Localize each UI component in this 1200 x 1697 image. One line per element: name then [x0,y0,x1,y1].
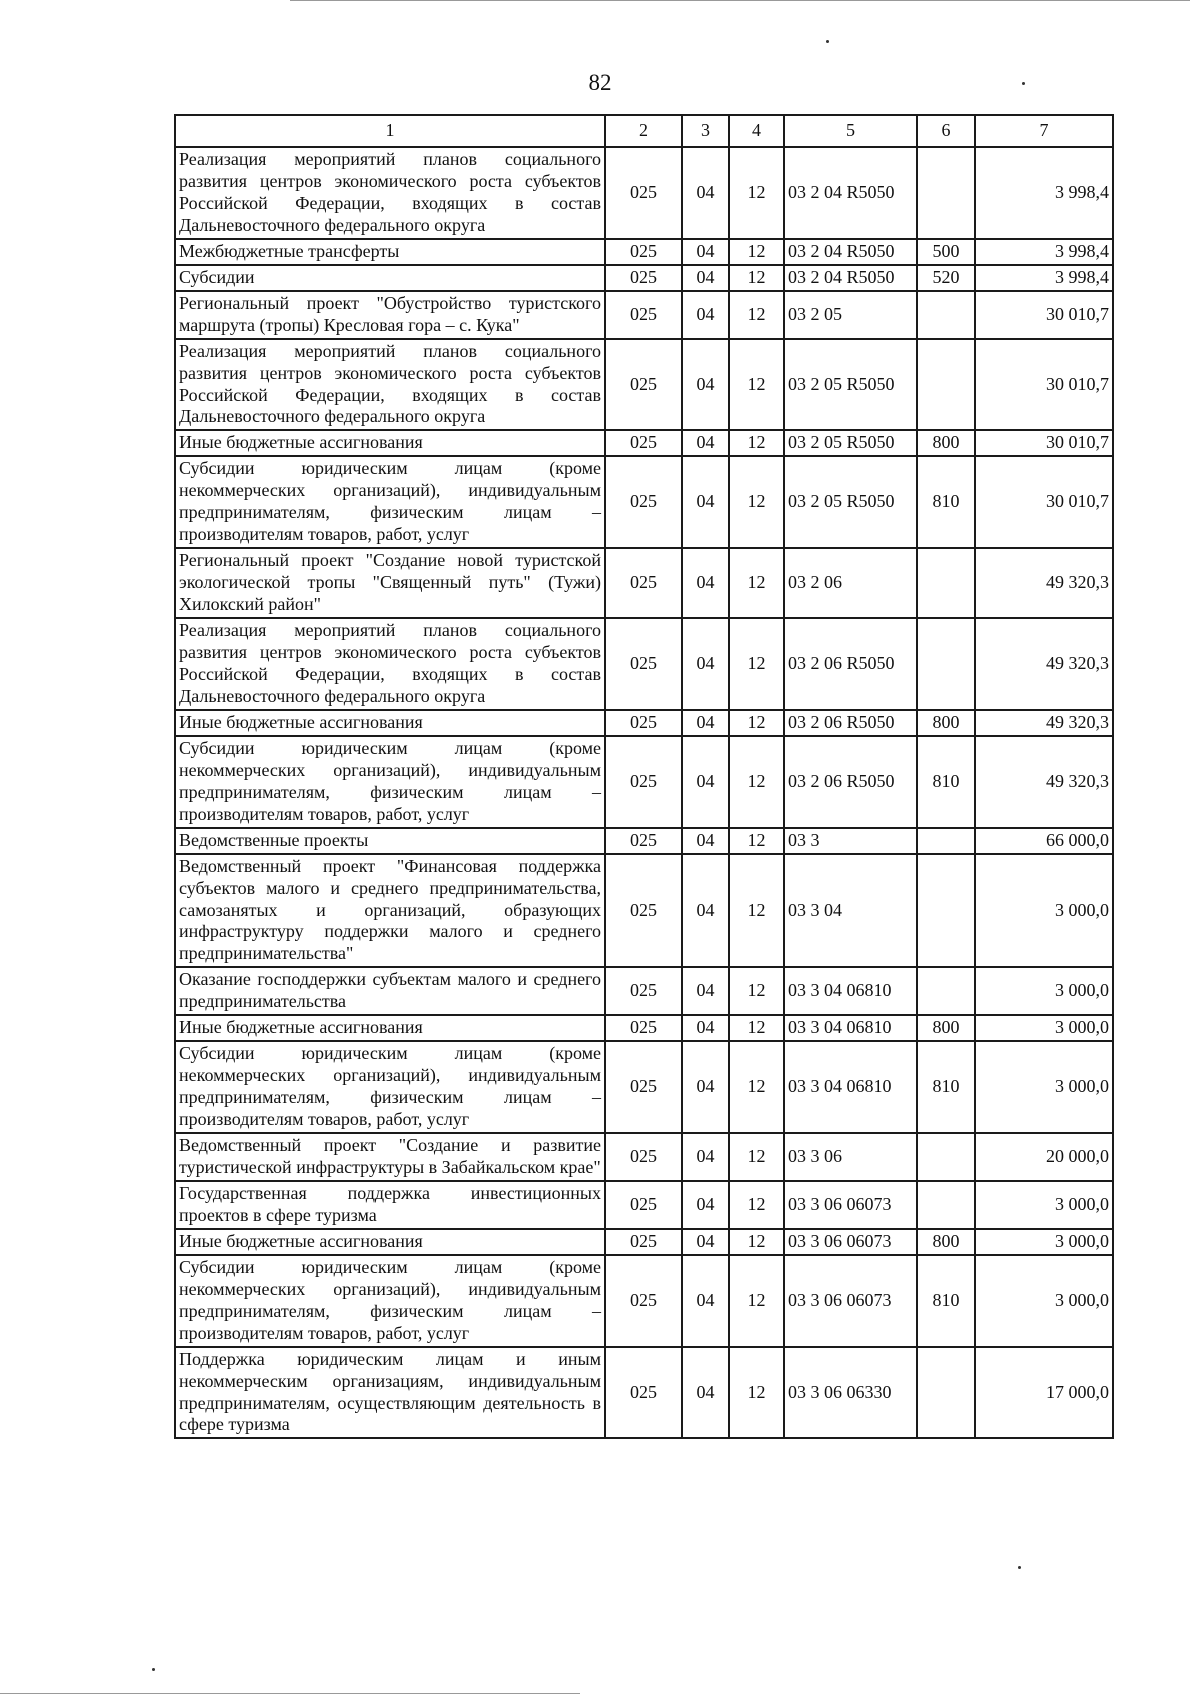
column-header: 6 [917,115,975,147]
target-article-code: 03 3 04 [784,854,917,968]
expense-type-code [917,291,975,339]
item-name: Региональный проект "Создание новой туристской экологической тропы "Священный путь" (Тужи) Хилокский район" [175,548,605,618]
table-row [175,967,1113,1015]
section-code: 04 [682,618,729,710]
item-name: Реализация мероприятий планов социального развития центров экономического роста субъектов Российской Федерации, входящих в состав Дальневосточного федерального округа [175,339,605,431]
scan-edge-bottom [0,1693,580,1695]
subsection-code: 12 [729,291,784,339]
expense-type-code [917,1181,975,1229]
target-article-code: 03 2 05 R5050 [784,339,917,431]
amount: 3 000,0 [975,1181,1113,1229]
item-name: Иные бюджетные ассигнования [175,430,605,456]
item-name: Реализация мероприятий планов социального развития центров экономического роста субъектов Российской Федерации, входящих в состав Дальневосточного федерального округа [175,618,605,710]
subsection-code: 12 [729,1015,784,1041]
amount: 3 000,0 [975,1015,1113,1041]
amount: 3 998,4 [975,239,1113,265]
header-row [175,115,1113,147]
amount: 3 000,0 [975,1255,1113,1347]
ministry-code: 025 [605,854,682,968]
item-name: Субсидии [175,265,605,291]
table-row [175,710,1113,736]
section-code: 04 [682,265,729,291]
table-row [175,1015,1113,1041]
ministry-code: 025 [605,456,682,548]
section-code: 04 [682,1015,729,1041]
subsection-code: 12 [729,339,784,431]
target-article-code: 03 3 04 06810 [784,967,917,1015]
target-article-code: 03 2 04 R5050 [784,265,917,291]
amount: 49 320,3 [975,548,1113,618]
subsection-code: 12 [729,710,784,736]
table-row [175,1347,1113,1439]
target-article-code: 03 2 04 R5050 [784,239,917,265]
section-code: 04 [682,967,729,1015]
expense-type-code [917,1347,975,1439]
target-article-code: 03 2 06 R5050 [784,618,917,710]
subsection-code: 12 [729,147,784,239]
ministry-code: 025 [605,239,682,265]
expense-type-code: 800 [917,430,975,456]
amount: 30 010,7 [975,339,1113,431]
scan-edge-top [290,0,1190,2]
table-row [175,1255,1113,1347]
section-code: 04 [682,339,729,431]
ministry-code: 025 [605,967,682,1015]
section-code: 04 [682,239,729,265]
ministry-code: 025 [605,548,682,618]
subsection-code: 12 [729,265,784,291]
subsection-code: 12 [729,1181,784,1229]
target-article-code: 03 2 06 R5050 [784,736,917,828]
amount: 49 320,3 [975,736,1113,828]
ministry-code: 025 [605,1041,682,1133]
table-row [175,828,1113,854]
table-row [175,854,1113,968]
item-name: Ведомственный проект "Финансовая поддержка субъектов малого и среднего предпринимательства, самозанятых и организаций, образующих инфраструктуру поддержки малого и среднего предпринимательства" [175,854,605,968]
target-article-code: 03 3 06 06073 [784,1181,917,1229]
amount: 49 320,3 [975,710,1113,736]
table-row [175,339,1113,431]
ministry-code: 025 [605,1347,682,1439]
item-name: Межбюджетные трансферты [175,239,605,265]
target-article-code: 03 2 04 R5050 [784,147,917,239]
section-code: 04 [682,1133,729,1181]
section-code: 04 [682,430,729,456]
column-header: 1 [175,115,605,147]
item-name: Субсидии юридическим лицам (кроме некоммерческих организаций), индивидуальным предпринимателям, физическим лицам – производителям товаров, работ, услуг [175,1255,605,1347]
expense-type-code: 800 [917,710,975,736]
item-name: Субсидии юридическим лицам (кроме некоммерческих организаций), индивидуальным предпринимателям, физическим лицам – производителям товаров, работ, услуг [175,736,605,828]
item-name: Ведомственный проект "Создание и развитие туристической инфраструктуры в Забайкальском крае" [175,1133,605,1181]
target-article-code: 03 2 05 [784,291,917,339]
item-name: Ведомственные проекты [175,828,605,854]
amount: 20 000,0 [975,1133,1113,1181]
expense-type-code: 810 [917,1041,975,1133]
ministry-code: 025 [605,828,682,854]
target-article-code: 03 3 06 06073 [784,1255,917,1347]
expense-type-code [917,828,975,854]
ministry-code: 025 [605,291,682,339]
amount: 17 000,0 [975,1347,1113,1439]
amount: 3 000,0 [975,967,1113,1015]
expense-type-code [917,548,975,618]
expense-type-code [917,1133,975,1181]
subsection-code: 12 [729,736,784,828]
item-name: Иные бюджетные ассигнования [175,710,605,736]
target-article-code: 03 2 06 [784,548,917,618]
column-header: 4 [729,115,784,147]
expense-type-code: 810 [917,736,975,828]
ministry-code: 025 [605,736,682,828]
scan-speck [1022,82,1025,85]
ministry-code: 025 [605,1133,682,1181]
expense-type-code [917,618,975,710]
target-article-code: 03 3 [784,828,917,854]
ministry-code: 025 [605,265,682,291]
ministry-code: 025 [605,1015,682,1041]
subsection-code: 12 [729,1255,784,1347]
target-article-code: 03 3 06 06330 [784,1347,917,1439]
table-row [175,618,1113,710]
table-row [175,548,1113,618]
column-header: 3 [682,115,729,147]
item-name: Государственная поддержка инвестиционных проектов в сфере туризма [175,1181,605,1229]
amount: 3 000,0 [975,854,1113,968]
section-code: 04 [682,456,729,548]
item-name: Иные бюджетные ассигнования [175,1229,605,1255]
amount: 3 000,0 [975,1041,1113,1133]
table-row [175,147,1113,239]
amount: 3 998,4 [975,265,1113,291]
table-row [175,1041,1113,1133]
table-row [175,265,1113,291]
table-row [175,239,1113,265]
ministry-code: 025 [605,710,682,736]
subsection-code: 12 [729,239,784,265]
target-article-code: 03 3 06 06073 [784,1229,917,1255]
scan-speck [1018,1566,1021,1569]
subsection-code: 12 [729,456,784,548]
item-name: Субсидии юридическим лицам (кроме некоммерческих организаций), индивидуальным предпринимателям, физическим лицам – производителям товаров, работ, услуг [175,456,605,548]
ministry-code: 025 [605,1181,682,1229]
amount: 66 000,0 [975,828,1113,854]
section-code: 04 [682,710,729,736]
subsection-code: 12 [729,828,784,854]
ministry-code: 025 [605,339,682,431]
subsection-code: 12 [729,618,784,710]
section-code: 04 [682,147,729,239]
column-header: 2 [605,115,682,147]
amount: 30 010,7 [975,291,1113,339]
item-name: Субсидии юридическим лицам (кроме некоммерческих организаций), индивидуальным предпринимателям, физическим лицам – производителям товаров, работ, услуг [175,1041,605,1133]
expense-type-code: 800 [917,1015,975,1041]
expense-type-code [917,147,975,239]
budget-table [174,114,1114,1439]
item-name: Поддержка юридическим лицам и иным некоммерческим организациям, индивидуальным предпринимателям, осуществляющим деятельность в сфере туризма [175,1347,605,1439]
subsection-code: 12 [729,1041,784,1133]
amount: 30 010,7 [975,430,1113,456]
section-code: 04 [682,291,729,339]
item-name: Реализация мероприятий планов социального развития центров экономического роста субъектов Российской Федерации, входящих в состав Дальневосточного федерального округа [175,147,605,239]
ministry-code: 025 [605,430,682,456]
item-name: Оказание господдержки субъектам малого и среднего предпринимательства [175,967,605,1015]
amount: 3 000,0 [975,1229,1113,1255]
item-name: Иные бюджетные ассигнования [175,1015,605,1041]
page-number: 82 [588,70,612,95]
expense-type-code [917,967,975,1015]
ministry-code: 025 [605,618,682,710]
section-code: 04 [682,854,729,968]
subsection-code: 12 [729,854,784,968]
expense-type-code [917,854,975,968]
section-code: 04 [682,1181,729,1229]
scan-speck [826,40,829,43]
amount: 49 320,3 [975,618,1113,710]
target-article-code: 03 2 06 R5050 [784,710,917,736]
section-code: 04 [682,1041,729,1133]
table-row [175,1181,1113,1229]
ministry-code: 025 [605,1229,682,1255]
table-body [175,147,1113,1438]
target-article-code: 03 3 04 06810 [784,1015,917,1041]
subsection-code: 12 [729,430,784,456]
expense-type-code [917,339,975,431]
section-code: 04 [682,1229,729,1255]
table-row [175,1133,1113,1181]
expense-type-code: 800 [917,1229,975,1255]
ministry-code: 025 [605,1255,682,1347]
section-code: 04 [682,548,729,618]
target-article-code: 03 2 05 R5050 [784,430,917,456]
table-row [175,456,1113,548]
section-code: 04 [682,828,729,854]
section-code: 04 [682,1347,729,1439]
scan-speck [152,1668,155,1671]
section-code: 04 [682,1255,729,1347]
expense-type-code: 500 [917,239,975,265]
column-header: 5 [784,115,917,147]
target-article-code: 03 3 06 [784,1133,917,1181]
subsection-code: 12 [729,967,784,1015]
subsection-code: 12 [729,1347,784,1439]
ministry-code: 025 [605,147,682,239]
table-row [175,1229,1113,1255]
subsection-code: 12 [729,1133,784,1181]
column-header: 7 [975,115,1113,147]
amount: 30 010,7 [975,456,1113,548]
table-row [175,736,1113,828]
expense-type-code: 810 [917,1255,975,1347]
table-row [175,291,1113,339]
expense-type-code: 520 [917,265,975,291]
table-row [175,430,1113,456]
item-name: Региональный проект "Обустройство туристского маршрута (тропы) Кресловая гора – с. Кука" [175,291,605,339]
subsection-code: 12 [729,548,784,618]
target-article-code: 03 2 05 R5050 [784,456,917,548]
target-article-code: 03 3 04 06810 [784,1041,917,1133]
section-code: 04 [682,736,729,828]
amount: 3 998,4 [975,147,1113,239]
expense-type-code: 810 [917,456,975,548]
subsection-code: 12 [729,1229,784,1255]
